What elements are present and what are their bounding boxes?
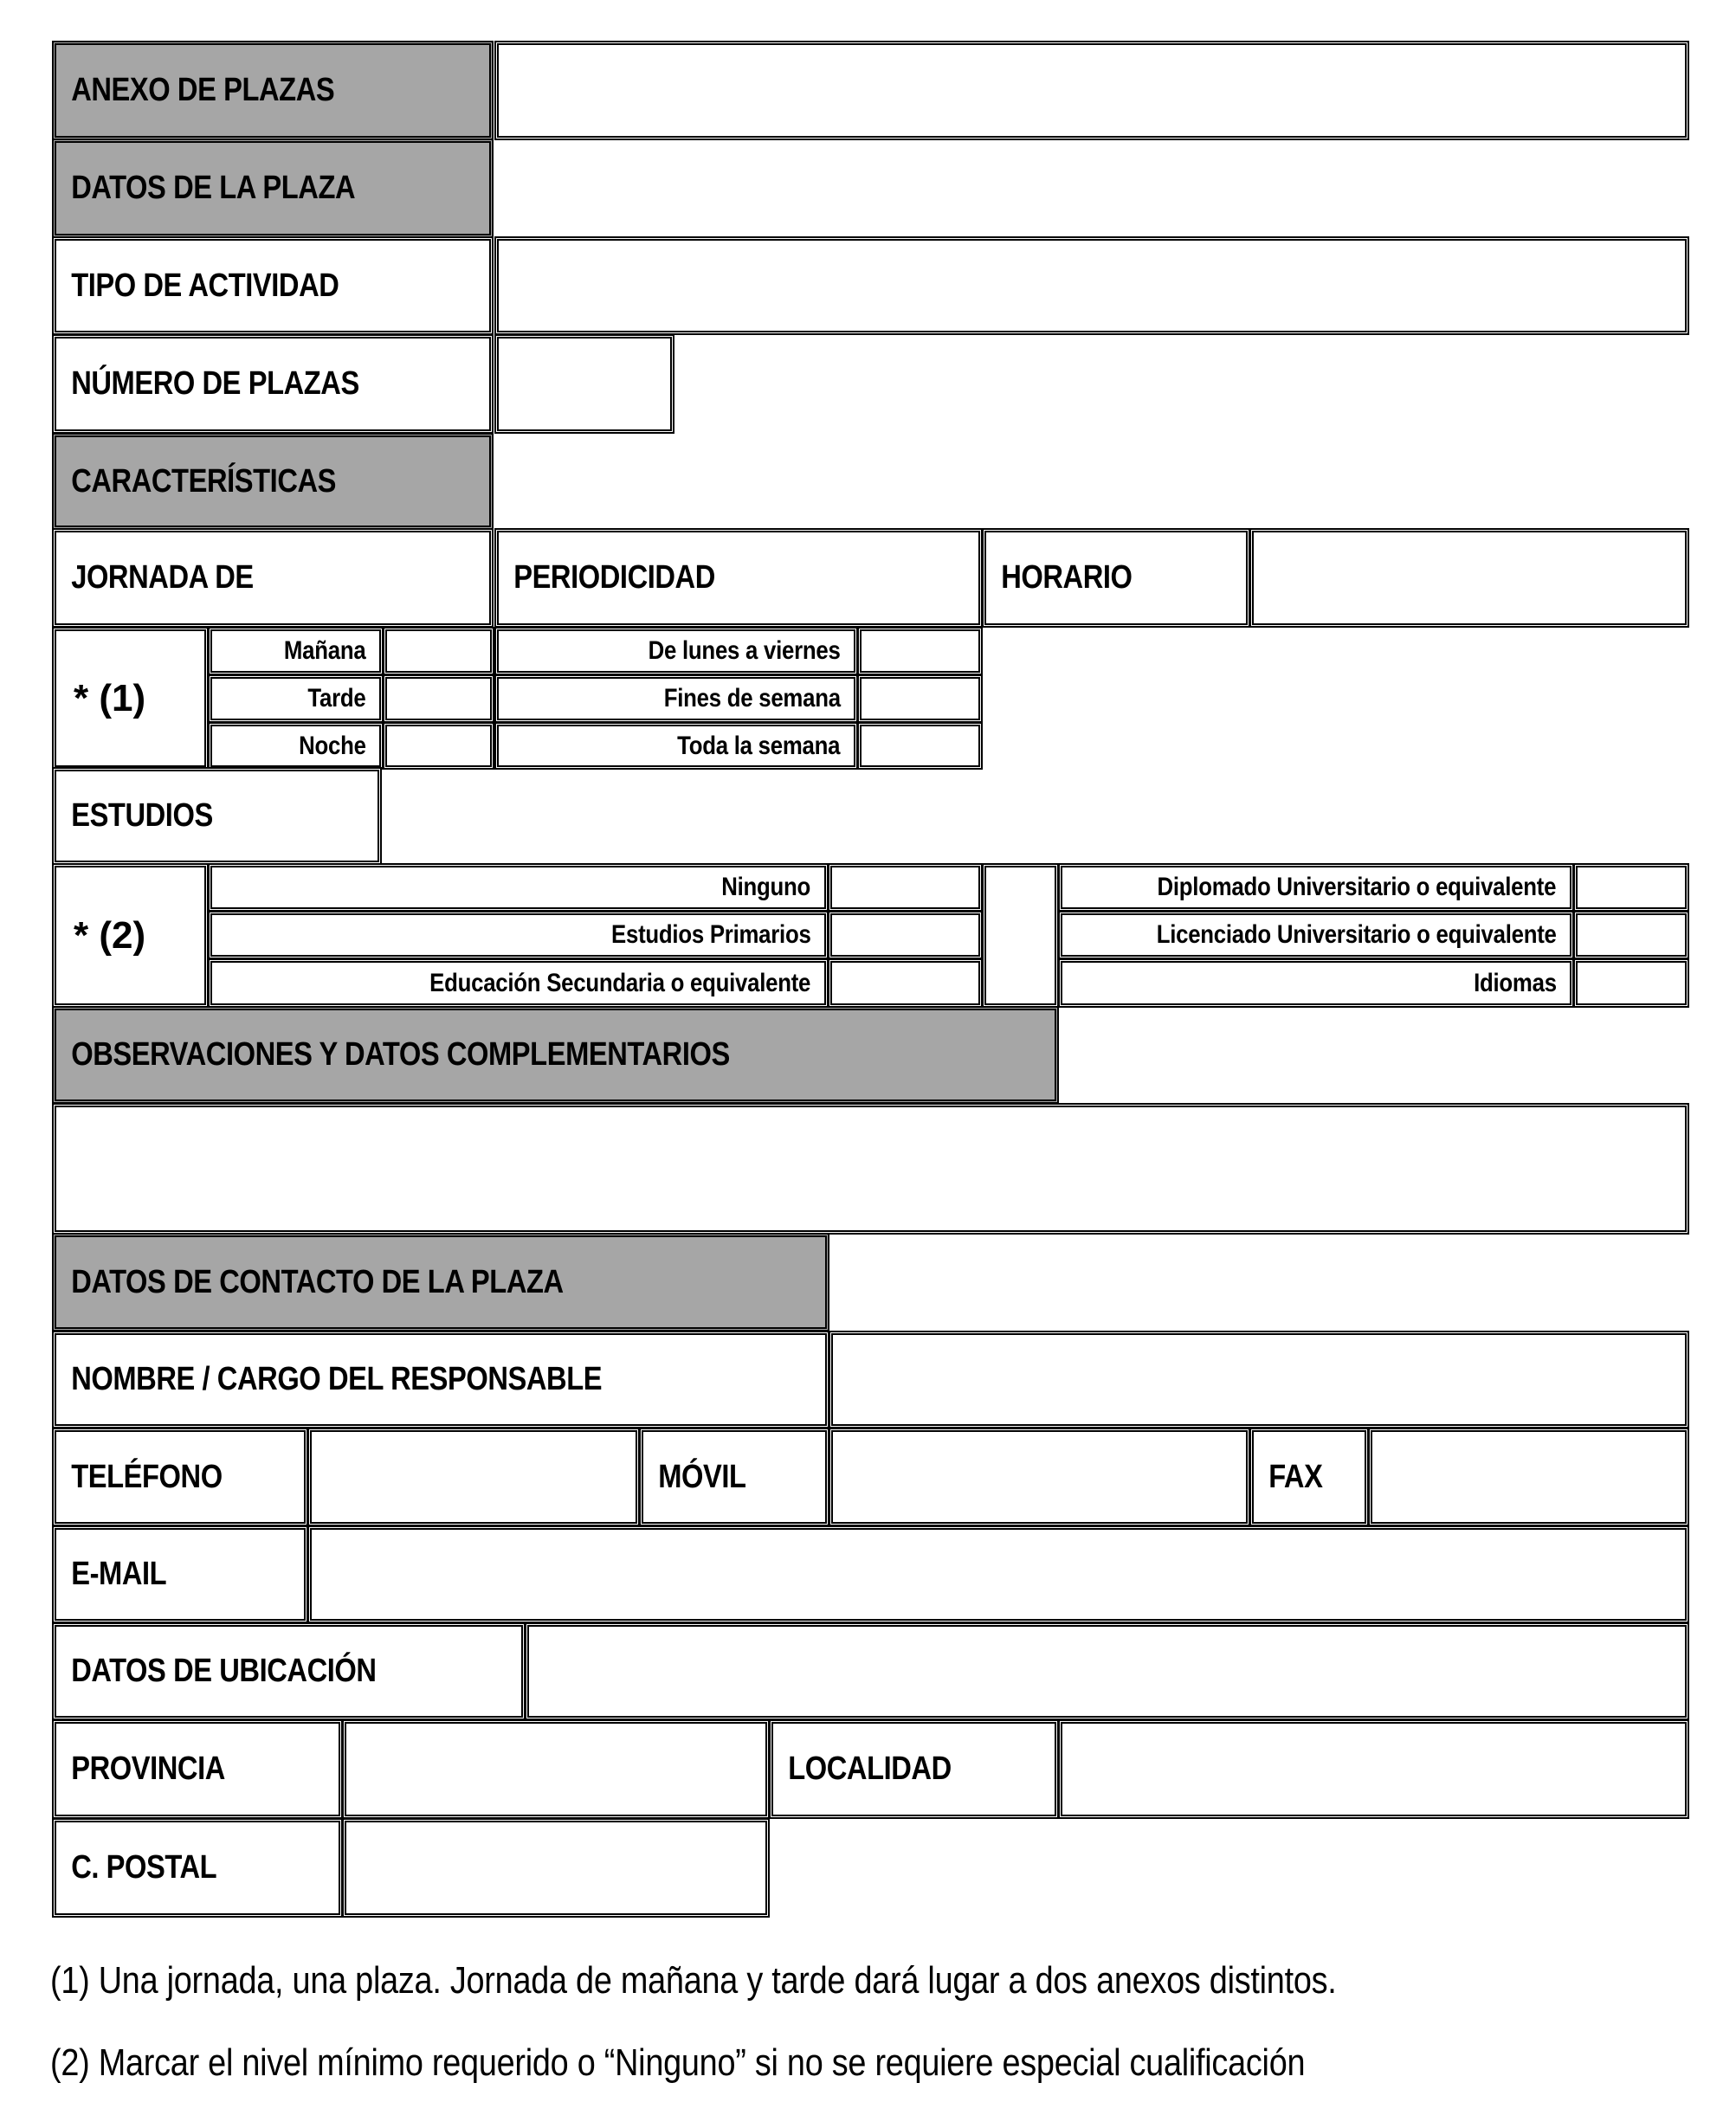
periodicidad-lunes-viernes-label <box>494 627 858 675</box>
note-ref-2-text: * (2) <box>74 913 146 957</box>
caracteristicas-text: CARACTERÍSTICAS <box>71 462 337 500</box>
footnote-2: (2) Marcar el nivel mínimo requerido o “Ninguno” si no se requiere especial cualificación <box>50 2041 1306 2084</box>
estudios-diplomado-label <box>1058 863 1574 912</box>
jornada-manana-label <box>208 627 384 675</box>
horario-label <box>982 528 1250 628</box>
caracteristicas-header <box>52 433 494 530</box>
periodicidad-toda-semana-label <box>494 722 858 770</box>
provincia-field[interactable] <box>342 1719 770 1819</box>
jornada-tarde-checkbox[interactable] <box>383 674 494 723</box>
fax-text: FAX <box>1268 1458 1323 1495</box>
telefono-field[interactable] <box>307 1428 640 1526</box>
anexo-de-plazas-label <box>52 41 494 140</box>
nombre-cargo-field[interactable] <box>829 1331 1689 1428</box>
email-text: E-MAIL <box>71 1556 167 1592</box>
horario-field[interactable] <box>1249 528 1689 628</box>
email-field[interactable] <box>307 1525 1689 1623</box>
estudios-ninguno-label <box>208 863 829 912</box>
periodicidad-fines-semana-checkbox[interactable] <box>857 674 983 723</box>
localidad-field[interactable] <box>1058 1719 1689 1819</box>
estudios-secundaria-text: Educación Secundaria o equivalente <box>429 968 811 997</box>
estudios-secundaria-checkbox[interactable] <box>828 958 983 1008</box>
c-postal-label <box>52 1818 343 1918</box>
numero-de-plazas-field[interactable] <box>494 334 674 434</box>
footnote-1: (1) Una jornada, una plaza. Jornada de mañana y tarde dará lugar a dos anexos distintos. <box>50 1959 1337 2002</box>
periodicidad-fines-semana-text: Fines de semana <box>663 684 841 713</box>
datos-contacto-header <box>52 1233 829 1332</box>
estudios-spacer <box>982 863 1059 1008</box>
datos-ubicacion-field[interactable] <box>525 1622 1689 1720</box>
note-ref-1-text: * (1) <box>74 676 146 719</box>
note-ref-2 <box>52 863 209 1008</box>
estudios-licenciado-text: Licenciado Universitario o equivalente <box>1156 920 1557 949</box>
nombre-cargo-label <box>52 1331 829 1428</box>
provincia-text: PROVINCIA <box>71 1751 225 1787</box>
fax-field[interactable] <box>1368 1428 1689 1526</box>
jornada-de-text: JORNADA DE <box>71 559 254 596</box>
nombre-cargo-text: NOMBRE / CARGO DEL RESPONSABLE <box>71 1361 603 1397</box>
jornada-de-label <box>52 528 494 628</box>
numero-de-plazas-text: NÚMERO DE PLAZAS <box>71 365 359 402</box>
estudios-secundaria-label <box>208 958 829 1008</box>
estudios-licenciado-checkbox[interactable] <box>1573 911 1689 959</box>
jornada-tarde-label <box>208 674 384 723</box>
periodicidad-text: PERIODICIDAD <box>513 559 715 596</box>
c-postal-text: C. POSTAL <box>71 1849 217 1886</box>
estudios-diplomado-checkbox[interactable] <box>1573 863 1689 912</box>
periodicidad-toda-semana-text: Toda la semana <box>677 731 841 760</box>
tipo-de-actividad-label <box>52 236 494 335</box>
fax-label <box>1249 1428 1369 1526</box>
jornada-tarde-text: Tarde <box>307 684 366 713</box>
periodicidad-label <box>494 528 983 628</box>
datos-ubicacion-text: DATOS DE UBICACIÓN <box>71 1653 377 1689</box>
anexo-de-plazas-field[interactable] <box>494 41 1689 140</box>
movil-label <box>639 1428 829 1526</box>
note-ref-1 <box>52 627 209 770</box>
telefono-text: TELÉFONO <box>71 1458 223 1495</box>
movil-text: MÓVIL <box>658 1458 746 1495</box>
datos-de-la-plaza-header <box>52 139 494 238</box>
periodicidad-lunes-viernes-checkbox[interactable] <box>857 627 983 675</box>
anexo-de-plazas-text: ANEXO DE PLAZAS <box>71 72 335 108</box>
provincia-label <box>52 1719 343 1819</box>
tipo-de-actividad-field[interactable] <box>494 236 1689 335</box>
estudios-idiomas-label <box>1058 958 1574 1008</box>
horario-text: HORARIO <box>1001 559 1133 596</box>
tipo-de-actividad-text: TIPO DE ACTIVIDAD <box>71 267 339 304</box>
estudios-text: ESTUDIOS <box>71 797 213 834</box>
datos-ubicacion-label <box>52 1622 526 1720</box>
estudios-idiomas-text: Idiomas <box>1473 968 1557 997</box>
estudios-licenciado-label <box>1058 911 1574 959</box>
jornada-noche-text: Noche <box>298 731 366 760</box>
periodicidad-lunes-viernes-text: De lunes a viernes <box>648 636 841 665</box>
datos-contacto-text: DATOS DE CONTACTO DE LA PLAZA <box>71 1263 564 1300</box>
estudios-diplomado-text: Diplomado Universitario o equivalente <box>1157 873 1557 901</box>
jornada-manana-text: Mañana <box>284 636 366 665</box>
localidad-label <box>769 1719 1059 1819</box>
observaciones-field[interactable] <box>52 1103 1689 1235</box>
estudios-primarios-checkbox[interactable] <box>828 911 983 959</box>
observaciones-text: OBSERVACIONES Y DATOS COMPLEMENTARIOS <box>71 1036 730 1073</box>
numero-de-plazas-label <box>52 334 494 434</box>
estudios-label <box>52 767 382 865</box>
datos-de-la-plaza-text: DATOS DE LA PLAZA <box>71 170 356 206</box>
estudios-ninguno-checkbox[interactable] <box>828 863 983 912</box>
periodicidad-toda-semana-checkbox[interactable] <box>857 722 983 770</box>
estudios-idiomas-checkbox[interactable] <box>1573 958 1689 1008</box>
c-postal-field[interactable] <box>342 1818 770 1918</box>
localidad-text: LOCALIDAD <box>788 1751 952 1787</box>
estudios-primarios-label <box>208 911 829 959</box>
email-label <box>52 1525 308 1623</box>
jornada-noche-label <box>208 722 384 770</box>
jornada-noche-checkbox[interactable] <box>383 722 494 770</box>
periodicidad-fines-semana-label <box>494 674 858 723</box>
observaciones-header <box>52 1006 1059 1104</box>
estudios-primarios-text: Estudios Primarios <box>611 920 811 949</box>
telefono-label <box>52 1428 308 1526</box>
movil-field[interactable] <box>829 1428 1250 1526</box>
estudios-ninguno-text: Ninguno <box>721 873 811 901</box>
jornada-manana-checkbox[interactable] <box>383 627 494 675</box>
